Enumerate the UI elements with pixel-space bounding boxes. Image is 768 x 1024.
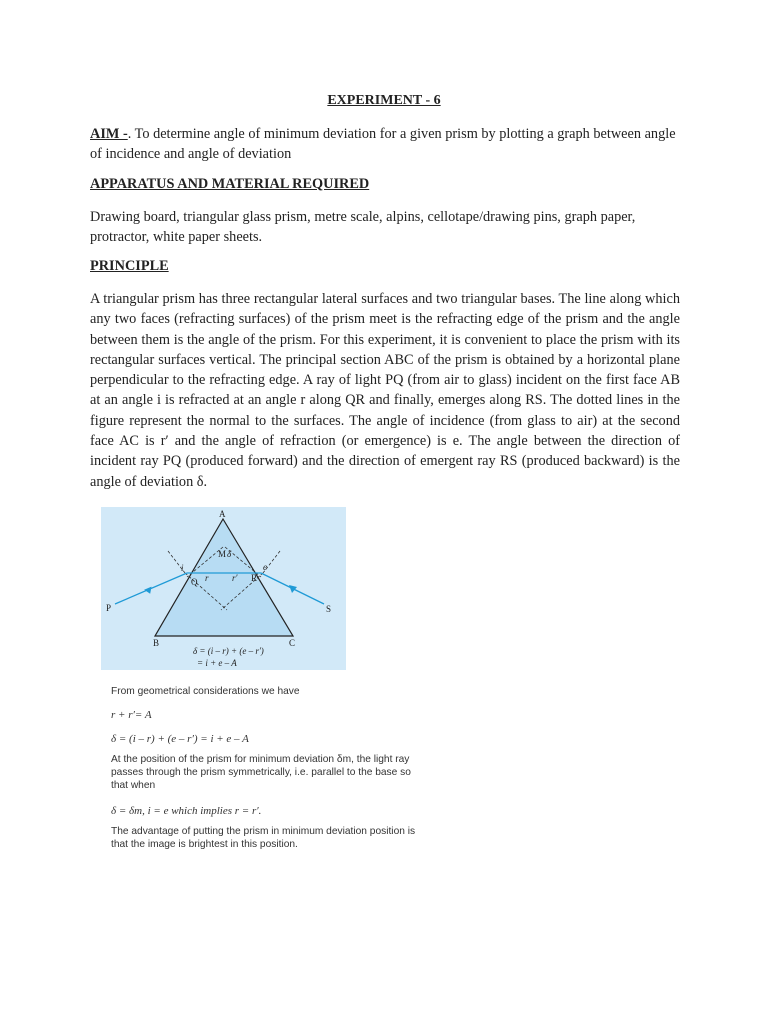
aim-paragraph (90, 124, 680, 165)
note-line3b: that the image is brightest in this position. (111, 839, 298, 850)
label-r: R (251, 573, 258, 583)
note-line2a: At the position of the prism for minimum deviation δm, the light ray (111, 754, 410, 765)
page-title: EXPERIMENT - 6 (327, 93, 441, 108)
figure-formula-line1: δ = (i – r) + (e – r′) (193, 646, 264, 656)
prism-diagram-svg (101, 507, 346, 670)
apparatus-heading: APPARATUS AND MATERIAL REQUIRED (90, 176, 370, 192)
aim-label: AIM - (90, 126, 128, 142)
note-line2b: passes through the prism symmetrically, i.e. parallel to the base so (111, 767, 411, 778)
label-angle-r: r (205, 573, 209, 583)
label-c: C (289, 638, 296, 648)
label-a: A (219, 509, 226, 519)
label-angle-e: e (263, 562, 267, 572)
label-m: M (218, 549, 227, 559)
label-b: B (153, 638, 160, 648)
note-line3a: The advantage of putting the prism in minimum deviation position is (111, 826, 416, 837)
note-line1: From geometrical considerations we have (111, 686, 300, 697)
label-p: P (106, 603, 112, 613)
principle-heading: PRINCIPLE (90, 258, 169, 274)
note-line2c: that when (111, 780, 156, 791)
prism-diagram (101, 507, 346, 670)
note-eq3: δ = δm, i = e which implies r = r′. (111, 805, 262, 817)
note-eq2: δ = (i – r) + (e – r′) = i + e – A (111, 733, 249, 745)
principle-text: A triangular prism has three rectangular lateral surfaces and two triangular bases. The line along which any two faces (refracting surfaces) of the prism meet is the refracting edge of the prism and the angle between them is the angle of the prism. For this experiment, it is convenient to place the prism with its rectangular surfaces vertical. The principal section ABC of the prism is obtained by a horizontal plane perpendicular to the refracting edge. A ray of light PQ (from air to glass) incident on the first face AB at an angle i is refracted at an angle r along QR and finally, emerges along RS. The dotted lines in the figure represent the normal to the surfaces. The angle of incidence (from glass to air) at the second face AC is r′ and the angle of refraction (or emergence) is e. The angle between the direction of incident ray PQ (produced forward) and the direction of emergent ray RS (produced backward) is the angle of deviation δ. (90, 291, 680, 490)
aim-text: . To determine angle of minimum deviation for a given prism by plotting a graph between angle of incidence and angle of deviation (90, 126, 676, 163)
apparatus-text: Drawing board, triangular glass prism, metre scale, alpins, cellotape/drawing pins, graph paper, protractor, white paper sheets. (90, 209, 636, 246)
label-s: S (326, 604, 332, 614)
label-delta: δ (227, 549, 232, 559)
label-q: Q (191, 577, 198, 587)
label-angle-r-prime: r′ (232, 573, 238, 583)
emergent-ray-arrow (289, 585, 297, 593)
label-angle-i: i (181, 563, 184, 573)
figure-formula-line2: = i + e – A (197, 658, 237, 668)
note-eq1: r + r′= A (111, 709, 152, 721)
